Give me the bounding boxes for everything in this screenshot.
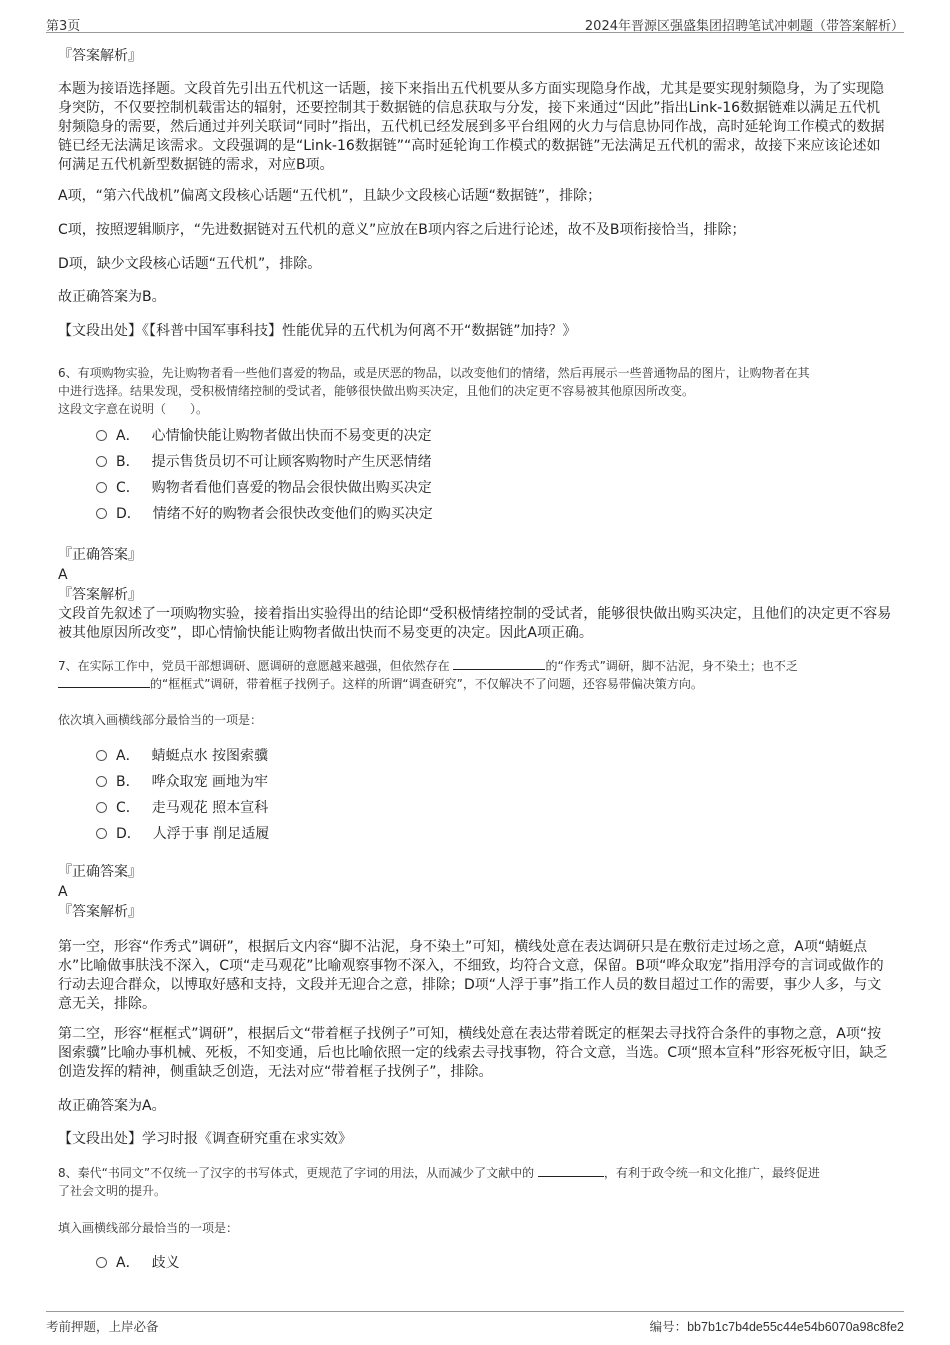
- q7-option-b[interactable]: B． 哗众取宠 画地为牢: [96, 772, 268, 792]
- q6-option-c[interactable]: C． 购物者看他们喜爱的物品会很快做出购买决定: [96, 478, 432, 498]
- document-code: 编号：bb7b1c7b4de55c44e54b6070a98c8fe2: [649, 1319, 904, 1334]
- document-title: 2024年晋源区强盛集团招聘笔试冲刺题（带答案解析）: [584, 19, 904, 34]
- q6-answer-label: 『正确答案』: [58, 547, 142, 563]
- q7-option-c[interactable]: C． 走马观花 照本宣科: [96, 798, 268, 818]
- footer-slogan: 考前押题，上岸必备: [46, 1319, 159, 1334]
- page-footer: [46, 1311, 904, 1336]
- radio-icon[interactable]: [96, 456, 107, 467]
- q6-option-a[interactable]: A． 心情愉快能让购物者做出快而不易变更的决定: [96, 426, 432, 446]
- q7-answer: A: [58, 884, 68, 900]
- fill-blank: [538, 1164, 604, 1177]
- q6-option-d[interactable]: D． 情绪不好的购物者会很快改变他们的购买决定: [96, 504, 433, 524]
- q8-option-a[interactable]: A． 歧义: [96, 1253, 180, 1273]
- q8-stem: 8、秦代“书同文”不仅统一了汉字的书写体式，更规范了字词的用法，从而减少了文献中的 ，有利于政令统一和文化推广，最终促进 了社会文明的提升。: [58, 1166, 820, 1198]
- q6-analysis: 文段首先叙述了一项购物实验，接着指出实验得出的结论即“受积极情绪控制的受试者，能够很快做出购买决定，且他们的决定更不容易被其他原因所改变”，即心情愉快能让购物者做出快而不易变更的决定。因此A项正确。: [58, 606, 892, 641]
- radio-icon[interactable]: [96, 750, 107, 761]
- q8-instruction: 填入画横线部分最恰当的一项是：: [58, 1221, 239, 1235]
- q7-answer-label: 『正确答案』: [58, 864, 142, 880]
- q7-option-a[interactable]: A． 蜻蜓点水 按图索骥: [96, 746, 268, 766]
- page-number: 第3页: [46, 19, 81, 34]
- q7-stem: 7、在实际工作中，党员干部想调研、愿调研的意愿越来越强，但依然存在 的“作秀式”调研，脚不沾泥，身不染土；也不乏 的“框框式”调研，带着框子找例子。这样的所谓“调查研究”，不仅解决不了问题，还容易带偏决策方向。: [58, 659, 798, 691]
- radio-icon[interactable]: [96, 1257, 107, 1268]
- q7-source: 【文段出处】学习时报《调查研究重在求实效》: [58, 1131, 352, 1147]
- q6-stem: 6、有项购物实验，先让购物者看一些他们喜爱的物品，或是厌恶的物品，以改变他们的情绪，然后再展示一些普通物品的图片，让购物者在其 中进行选择。结果发现，受积极情绪控制的受试者，能够很快做出购买决定，且他们的决定更不容易被其他原因所改变。 这段文字意在说明（ ）。: [58, 366, 810, 416]
- radio-icon[interactable]: [96, 802, 107, 813]
- q5-analysis-para1: 本题为接语选择题。文段首先引出五代机这一话题，接下来指出五代机要从多方面实现隐身作战，尤其是要实现射频隐身，为了实现隐身突防，不仅要控制机载雷达的辐射，还要控制其于数据链的信息获取与分发，接下来通过“因此”指出Link-16数据链难以满足五代机射频隐身的需要，然后通过并列关联词“同时”指出，五代机已经发展到多平台组网的火力与信息协同作战，高时延轮询工作模式的数据链已经无法满足该需求。文段强调的是“Link-16数据链”“高时延轮询工作模式的数据链”无法满足五代机的需求，故接下来应该论述如何满足五代机新型数据链的需求，对应B项。: [58, 81, 885, 173]
- q5-analysis-label: 『答案解析』: [58, 48, 142, 64]
- radio-icon[interactable]: [96, 430, 107, 441]
- q5-source: 【文段出处】《【科普中国军事科技】性能优异的五代机为何离不开“数据链”加持？》: [58, 323, 577, 339]
- q7-option-d[interactable]: D． 人浮于事 削足适履: [96, 824, 269, 844]
- page-header: [46, 10, 904, 33]
- q7-analysis-label: 『答案解析』: [58, 904, 142, 920]
- q6-option-b[interactable]: B． 提示售货员切不可让顾客购物时产生厌恶情绪: [96, 452, 432, 472]
- radio-icon[interactable]: [96, 776, 107, 787]
- fill-blank: [453, 657, 545, 670]
- q6-answer: A: [58, 567, 68, 583]
- radio-icon[interactable]: [96, 508, 107, 519]
- radio-icon[interactable]: [96, 482, 107, 493]
- radio-icon[interactable]: [96, 828, 107, 839]
- q5-answer-statement: 故正确答案为B。: [58, 289, 166, 305]
- q7-answer-statement: 故正确答案为A。: [58, 1098, 166, 1114]
- q5-analysis-para2: A项，“第六代战机”偏离文段核心话题“五代机”，且缺少文段核心话题“数据链”，排除；: [58, 188, 602, 204]
- fill-blank: [58, 675, 150, 688]
- q5-analysis-para3: C项，按照逻辑顺序，“先进数据链对五代机的意义”应放在B项内容之后进行论述，故不及B项衔接恰当，排除；: [58, 222, 746, 238]
- q7-analysis-para2: 第二空，形容“框框式”调研”，根据后文“带着框子找例子”可知，横线处意在表达带着既定的框架去寻找符合条件的事物之意，A项“按图索骥”比喻办事机械、死板，不知变通，后也比喻依照一定的线索去寻找事物，符合文意，当选。C项“照本宣科”形容死板守旧，缺乏创造发挥的精神，侧重缺乏创造，无法对应“带着框子找例子”，排除。: [58, 1026, 888, 1080]
- q7-instruction: 依次填入画横线部分最恰当的一项是：: [58, 713, 263, 727]
- q7-analysis-para1: 第一空，形容“作秀式”调研”，根据后文内容“脚不沾泥，身不染土”可知，横线处意在表达调研只是在敷衍走过场之意，A项“蜻蜓点水”比喻做事肤浅不深入，C项“走马观花”比喻观察事物不深入，不细致，均符合文意，保留。B项“哗众取宠”指用浮夸的言词或做作的行动去迎合群众，以博取好感和支持，文段并无迎合之意，排除；D项“人浮于事”指工作人员的数目超过工作的需要，事少人多，与文意无关，排除。: [58, 939, 884, 1012]
- q5-analysis-para4: D项，缺少文段核心话题“五代机”，排除。: [58, 256, 322, 272]
- q6-analysis-label: 『答案解析』: [58, 587, 142, 603]
